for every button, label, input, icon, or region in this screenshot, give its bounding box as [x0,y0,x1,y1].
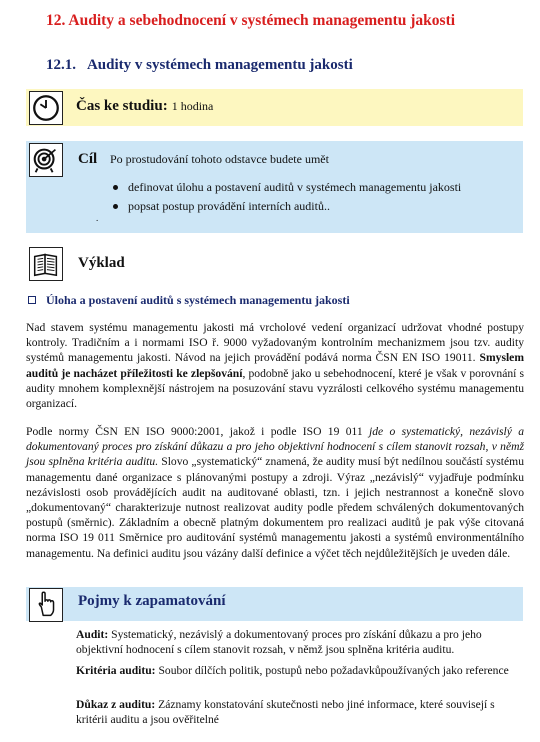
goal-label: Cíl [78,151,98,167]
section-title: Audity v systémech managementu jakosti [86,57,353,73]
study-time-label: Čas ke studiu: [76,98,168,114]
term-definition: Audit: Systematický, nezávislý a dokumentovaný proces pro získání důkazu a pro jeho objektivní hodnocení s cílem stanovit rozsah, v němž jsou splněna kritéria auditu. [76,628,482,656]
section-number: 12.1. [46,57,76,73]
goal-item: definovat úlohu a postavení auditů v systémech managementu jakosti [113,180,461,195]
study-time-value: 1 hodina [171,99,214,113]
explanation-subheading: Úloha a postavení auditů s systémech managementu jakosti [28,293,350,308]
term-definition: Důkaz z auditu: Záznamy konstatování skutečnosti nebo jiné informace, které souvisejí s kritérii auditu a jsou ověřitelné [76,698,495,726]
trailing-mark: . [96,213,99,223]
checkbox-bullet-icon [28,296,36,304]
book-icon [29,247,63,281]
paragraph-2: Podle normy ČSN EN ISO 9000:2001, jakož i podle ISO 19 011 jde o systematický, nezávislý a dokumentovaný proces pro získání důkazu a pro jeho objektivní hodnocení s cílem stanovit rozsah, v němž jsou splněna kritéria auditu. Slovo „systematický“ znamená, že audity musí být nedílnou součástí systému managementu dané organizace s plánovanými postupy a zdroji. Výraz „nezávislý“ vyjadřuje podmínku nezávislosti osob provádějících audit na auditované oblasti, tzn. i jejich nestrannost a konečně slovo „dokumentovaný“ charakterizuje nutnost realizovat audity podle předem schválených dokumentovaných postupů (směrnic). Základním a obecně platným dokumentem pro realizaci auditů je pak výše citovaná norma ISO 19 011 Směrnice pro auditování systémů managementu jakosti a systémů environmentálního managementu. Na definici auditu jsou vázány další definice a výčet těch nejdůležitějších je uveden dále. [26,425,524,560]
goal-item: popsat postup provádění interních auditů.. [113,199,330,214]
pointing-hand-icon [29,588,63,622]
chapter-heading [46,12,455,30]
goal-intro: Po prostudování tohoto odstavce budete umět [110,152,329,166]
clock-icon [29,91,63,125]
explanation-label: Výklad [78,255,125,271]
bullet-icon [113,204,118,209]
target-icon [29,143,63,177]
term-definition: Kritéria auditu: Soubor dílčích politik, postupů nebo požadavkůpoužívaných jako reference [76,664,509,677]
section-heading [46,57,353,74]
chapter-title: Audity a sebehodnocení v systémech managementu jakosti [68,12,456,29]
paragraph-1: Nad stavem systému managementu jakosti má vrcholové vedení organizací udržovat vhodné postupy kontroly. Tradičním a i normami ISO ř. 9000 vyžadovaným kontrolním mechanizmem jsou tzv. audity systémů managementu jakosti. Návod na jejich provádění podává norma ČSN EN ISO 19011. Smyslem auditů je nacházet příležitosti ke zlepšování, podobně jako u sebehodnocení, které je však v porovnání s audity mnohem komplexnější nástrojem na posuzování stavu vyzrálosti celkového systému managementu organizací. [26,321,524,411]
chapter-number: 12. [46,12,66,29]
terms-label: Pojmy k zapamatování [78,593,226,609]
study-time [76,98,213,115]
bullet-icon [113,185,118,190]
